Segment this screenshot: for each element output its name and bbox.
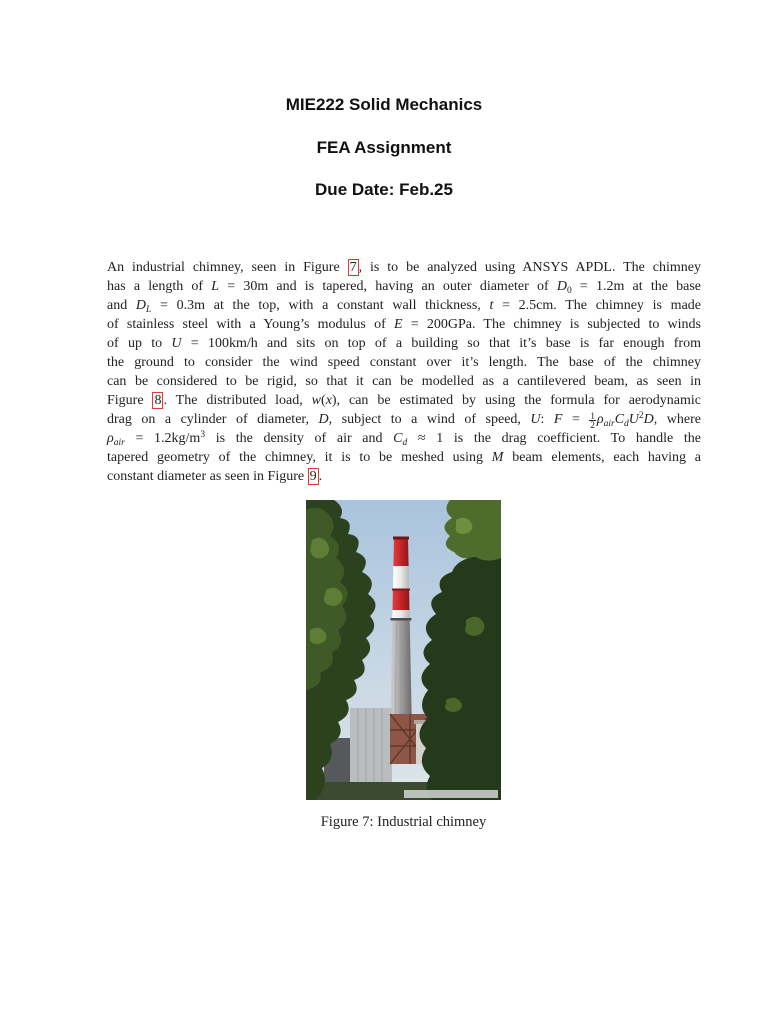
paragraph-line <box>107 258 701 277</box>
chimney-cap <box>393 537 409 540</box>
due-date: Due Date: Feb.25 <box>315 180 453 199</box>
text-run: and <box>107 298 136 313</box>
text-run: : <box>540 412 554 427</box>
math-variable: ρ <box>107 431 114 446</box>
figure-9-link[interactable]: 9 <box>309 469 317 484</box>
figure-7-link[interactable]: 7 <box>349 260 357 275</box>
text-run: tapered geometry of the chimney, it is to be meshed using <box>107 450 492 465</box>
paragraph-line <box>107 353 701 372</box>
figure-8-link[interactable]: 8 <box>154 393 162 408</box>
course-title: MIE222 Solid Mechanics <box>285 95 483 114</box>
math-variable: ρ <box>596 412 604 427</box>
text-run: drag on a cylinder of diameter, <box>107 412 319 427</box>
math-variable: D <box>135 298 147 313</box>
text-run: = <box>562 412 590 427</box>
text-run: = 0.3m at the top, with a constant wall thickness, <box>151 298 490 313</box>
chimney-photo <box>306 500 501 800</box>
math-variable: E <box>393 317 403 332</box>
math-superscript: 3 <box>200 430 206 440</box>
text-run: An industrial chimney, seen in Figure <box>107 260 348 275</box>
text-run: has a length of <box>107 279 212 294</box>
text-run: constant diameter as seen in Figure <box>107 469 308 484</box>
text-run: ( <box>321 393 326 408</box>
math-variable: D <box>318 412 329 427</box>
text-run: = 2.5cm. The chimney is made <box>493 298 701 313</box>
text-run: Figure <box>107 393 153 408</box>
math-variable: L <box>211 279 220 294</box>
math-subscript: L <box>146 305 152 315</box>
math-variable: w <box>311 393 322 408</box>
paragraph-line <box>107 467 701 486</box>
text-run: . The distributed load, <box>163 393 312 408</box>
problem-paragraph <box>107 258 701 486</box>
text-run: , where <box>653 412 701 427</box>
text-run: is the density of air and <box>205 431 394 446</box>
math-variable: U <box>628 412 639 427</box>
math-subscript: air <box>113 438 125 448</box>
chimney-white-band <box>393 566 409 590</box>
chimney-platform <box>391 618 412 621</box>
fraction-numerator: 1 <box>590 411 595 421</box>
text-run: , is to be analyzed using ANSYS APDL. The chimney <box>358 260 702 275</box>
text-run: beam elements, each having a <box>503 450 701 465</box>
figure-caption: Figure 7: Industrial chimney <box>320 814 487 830</box>
text-run: ≈ 1 is the drag coefficient. To handle the <box>407 431 701 446</box>
assignment-title: FEA Assignment <box>316 138 452 157</box>
text-run: = 1.2kg/m <box>124 431 201 446</box>
text-run: = 200GPa. The chimney is subjected to winds <box>402 317 701 332</box>
gray-building <box>350 708 392 790</box>
text-run: = 30m and is tapered, having an outer diameter of <box>219 279 557 294</box>
text-run: . <box>318 469 323 484</box>
math-subscript: 0 <box>566 286 572 296</box>
fraction-denominator: 2 <box>590 420 595 430</box>
math-variable: U <box>530 412 541 427</box>
chimney-red-band <box>393 539 408 566</box>
math-variable: t <box>489 298 494 313</box>
math-variable: M <box>491 450 504 465</box>
math-variable: F <box>553 412 563 427</box>
paragraph-line <box>107 334 701 353</box>
math-variable: C <box>393 431 403 446</box>
paragraph-line <box>107 296 701 315</box>
chimney-red-band <box>393 590 410 610</box>
right-tree-top-foliage <box>444 500 501 561</box>
paragraph-line <box>107 372 701 391</box>
math-superscript: 2 <box>638 411 644 421</box>
text-run: , subject to a wind of speed, <box>328 412 531 427</box>
paragraph-line <box>107 391 701 410</box>
text-run: = 100km/h and sits on top of a building so that it’s base is far enough from <box>181 336 701 351</box>
chimney-platform <box>392 589 410 591</box>
fraction-one-half <box>589 412 596 429</box>
math-variable: x <box>325 393 332 408</box>
paragraph-line <box>107 410 701 429</box>
math-variable: U <box>171 336 182 351</box>
math-subscript: d <box>402 438 408 448</box>
text-run: of stainless steel with a Young’s modulus of <box>107 317 394 332</box>
math-variable: D <box>643 412 654 427</box>
paragraph-line <box>107 277 701 296</box>
watermark <box>404 790 498 798</box>
paragraph-line <box>107 448 701 467</box>
text-run: the ground to consider the wind speed constant over it’s length. The base of the chimney <box>107 355 701 370</box>
math-subscript: air <box>603 419 615 429</box>
math-subscript: d <box>624 419 629 429</box>
math-variable: C <box>614 412 625 427</box>
paragraph-line <box>107 429 701 448</box>
text-run: can be considered to be rigid, so that it can be modelled as a cantilevered beam, as seen in <box>107 374 701 389</box>
paragraph-line <box>107 315 701 334</box>
text-run: of up to <box>107 336 172 351</box>
math-variable: D <box>556 279 567 294</box>
text-run: = 1.2m at the base <box>571 279 702 294</box>
text-run: ), can be estimated by using the formula for aerodynamic <box>331 393 702 408</box>
